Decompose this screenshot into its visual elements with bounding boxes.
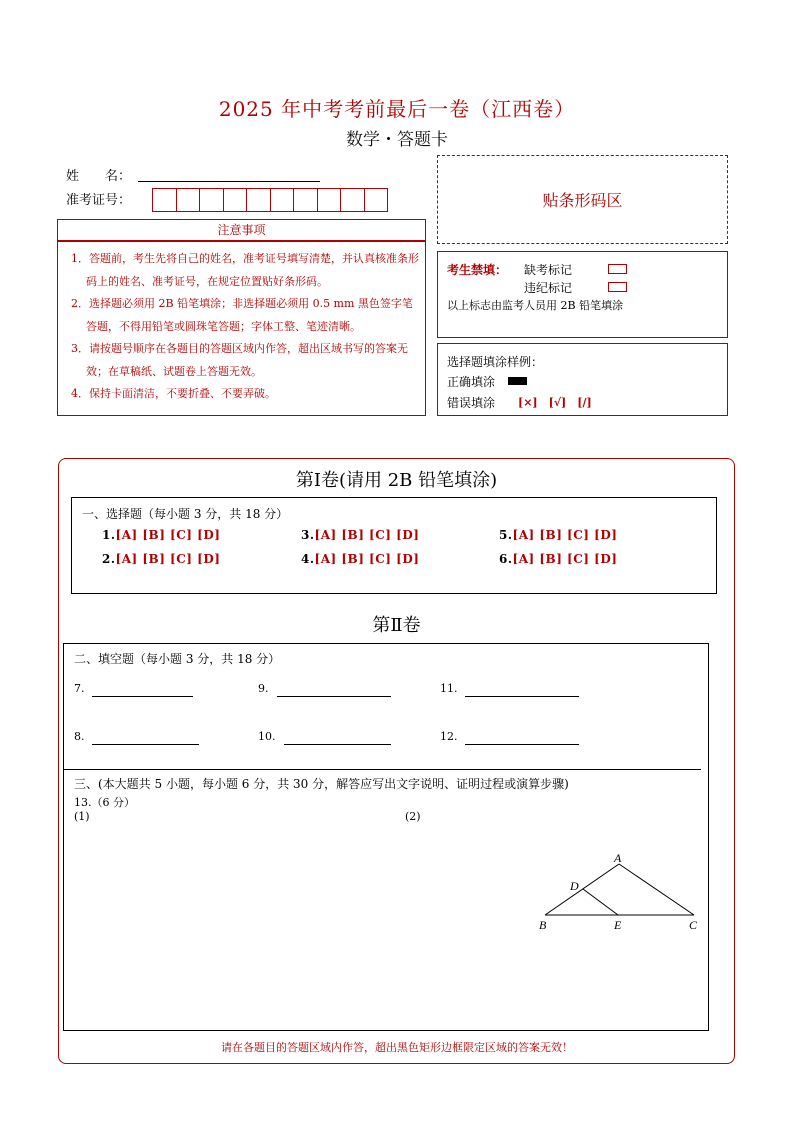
section-divider bbox=[64, 769, 701, 770]
answer-options[interactable]: [A] [B] [C] [D] bbox=[115, 552, 221, 566]
id-digit-box[interactable] bbox=[152, 188, 177, 212]
fill-answer-8[interactable] bbox=[92, 743, 199, 745]
question-number: 3. bbox=[301, 528, 315, 542]
vertex-b-label: B bbox=[539, 918, 547, 932]
question-1[interactable] bbox=[102, 528, 220, 542]
question-number: 5. bbox=[499, 528, 513, 542]
answer-options[interactable]: [A] [B] [C] [D] bbox=[314, 528, 420, 542]
q13-label: 13.（6 分） bbox=[74, 796, 135, 809]
sample-heading: 选择题填涂样例： bbox=[447, 355, 544, 369]
page-subtitle: 数学・答题卡 bbox=[346, 130, 448, 150]
notice-item: 4．保持卡面清洁，不要折叠、不要弄破。 bbox=[71, 387, 276, 400]
id-digit-box[interactable] bbox=[340, 188, 365, 212]
triangle-figure bbox=[534, 852, 704, 937]
vertex-c-label: C bbox=[689, 918, 698, 932]
fill-answer-12[interactable] bbox=[465, 743, 579, 745]
page-title: 2025 年中考考前最后一卷（江西卷） bbox=[218, 97, 576, 121]
wrong-label: 错误填涂 bbox=[447, 396, 496, 410]
segment-de bbox=[583, 889, 618, 915]
id-digit-box[interactable] bbox=[176, 188, 201, 212]
correct-label: 正确填涂 bbox=[447, 375, 496, 389]
question-5[interactable] bbox=[499, 528, 617, 542]
id-digit-box[interactable] bbox=[317, 188, 342, 212]
fill-answer-9[interactable] bbox=[277, 695, 391, 697]
fill-answer-11[interactable] bbox=[465, 695, 579, 697]
barcode-label: 贴条形码区 bbox=[542, 191, 623, 210]
fill-num: 7. bbox=[74, 682, 85, 695]
id-digit-box[interactable] bbox=[199, 188, 224, 212]
question-6[interactable] bbox=[499, 552, 617, 566]
question-number: 6. bbox=[499, 552, 513, 566]
name-field[interactable] bbox=[138, 180, 320, 182]
question-number: 4. bbox=[301, 552, 315, 566]
answer-options[interactable]: [A] [B] [C] [D] bbox=[314, 552, 420, 566]
point-e-label: E bbox=[614, 918, 622, 932]
answer-area-13-1[interactable] bbox=[74, 824, 394, 1024]
sub-question-2: (2) bbox=[405, 810, 421, 823]
sub-question-1: (1) bbox=[74, 810, 90, 823]
forbid-note: 以上标志由监考人员用 2B 铅笔填涂 bbox=[447, 299, 624, 312]
forbid-label: 考生禁填： bbox=[447, 263, 508, 277]
id-digit-box[interactable] bbox=[270, 188, 295, 212]
fill-num: 10. bbox=[258, 730, 276, 743]
barcode-area bbox=[437, 155, 728, 244]
fill-num: 11. bbox=[440, 682, 458, 695]
answer-options[interactable]: [A] [B] [C] [D] bbox=[512, 552, 618, 566]
notice-box bbox=[57, 241, 426, 416]
notice-item: 3．请按题号顺序在各题目的答题区域内作答，超出区域书写的答案无效；在草稿纸、试题卷上答题无效。 bbox=[71, 342, 408, 378]
part2-title: 第Ⅱ卷 bbox=[372, 615, 421, 636]
fill-answer-10[interactable] bbox=[284, 743, 391, 745]
point-d-label: D bbox=[570, 879, 579, 893]
id-label: 准考证号： bbox=[66, 193, 132, 208]
violation-mark-box[interactable] bbox=[608, 282, 627, 292]
wrong-sample-marks: [×] [√] [/] bbox=[518, 396, 592, 409]
choice-section-heading: 一、选择题（每小题 3 分，共 18 分） bbox=[82, 507, 289, 521]
correct-sample-mark bbox=[508, 377, 527, 385]
question-3[interactable] bbox=[301, 528, 419, 542]
part2-section bbox=[63, 643, 709, 1031]
missing-mark-box[interactable] bbox=[608, 264, 627, 274]
solve-section-heading: 三、(本大题共 5 小题，每小题 6 分，共 30 分，解答应写出文字说明、证明过程或演算步骤) bbox=[74, 777, 569, 791]
id-digit-box[interactable] bbox=[364, 188, 389, 212]
notice-item: 1．答题前，考生先将自己的姓名，准考证号填写清楚，并认真核准条形码上的姓名、准考证号，在规定位置贴好条形码。 bbox=[71, 252, 419, 288]
sample-box bbox=[437, 343, 728, 416]
question-number: 2. bbox=[102, 552, 116, 566]
question-2[interactable] bbox=[102, 552, 220, 566]
notice-heading: 注意事项 bbox=[57, 219, 426, 241]
vertex-a-label: A bbox=[614, 852, 622, 865]
question-4[interactable] bbox=[301, 552, 419, 566]
answer-options[interactable]: [A] [B] [C] [D] bbox=[115, 528, 221, 542]
fill-num: 12. bbox=[440, 730, 458, 743]
answer-options[interactable]: [A] [B] [C] [D] bbox=[512, 528, 618, 542]
id-digit-box[interactable] bbox=[293, 188, 318, 212]
id-number-boxes[interactable] bbox=[152, 188, 387, 212]
segment-ac bbox=[619, 864, 694, 915]
part1-title: 第Ⅰ卷(请用 2B 铅笔填涂) bbox=[295, 470, 498, 491]
choice-section bbox=[71, 497, 717, 594]
name-label: 姓 名： bbox=[66, 169, 132, 184]
id-digit-box[interactable] bbox=[223, 188, 248, 212]
fill-section-heading: 二、填空题（每小题 3 分，共 18 分） bbox=[74, 652, 281, 666]
examiner-only-box bbox=[437, 251, 728, 338]
id-digit-box[interactable] bbox=[246, 188, 271, 212]
violation-label: 违纪标记 bbox=[524, 281, 573, 295]
fill-num: 9. bbox=[258, 682, 269, 695]
fill-answer-7[interactable] bbox=[92, 695, 193, 697]
missing-label: 缺考标记 bbox=[524, 263, 573, 277]
notice-item: 2．选择题必须用 2B 铅笔填涂；非选择题必须用 0.5 mm 黑色签字笔答题，不得用铅笔或圆珠笔答题；字体工整、笔迹清晰。 bbox=[71, 297, 413, 333]
question-number: 1. bbox=[102, 528, 116, 542]
footer-note: 请在各题目的答题区域内作答，超出黑色矩形边框限定区域的答案无效！ bbox=[221, 1041, 573, 1054]
fill-num: 8. bbox=[74, 730, 85, 743]
